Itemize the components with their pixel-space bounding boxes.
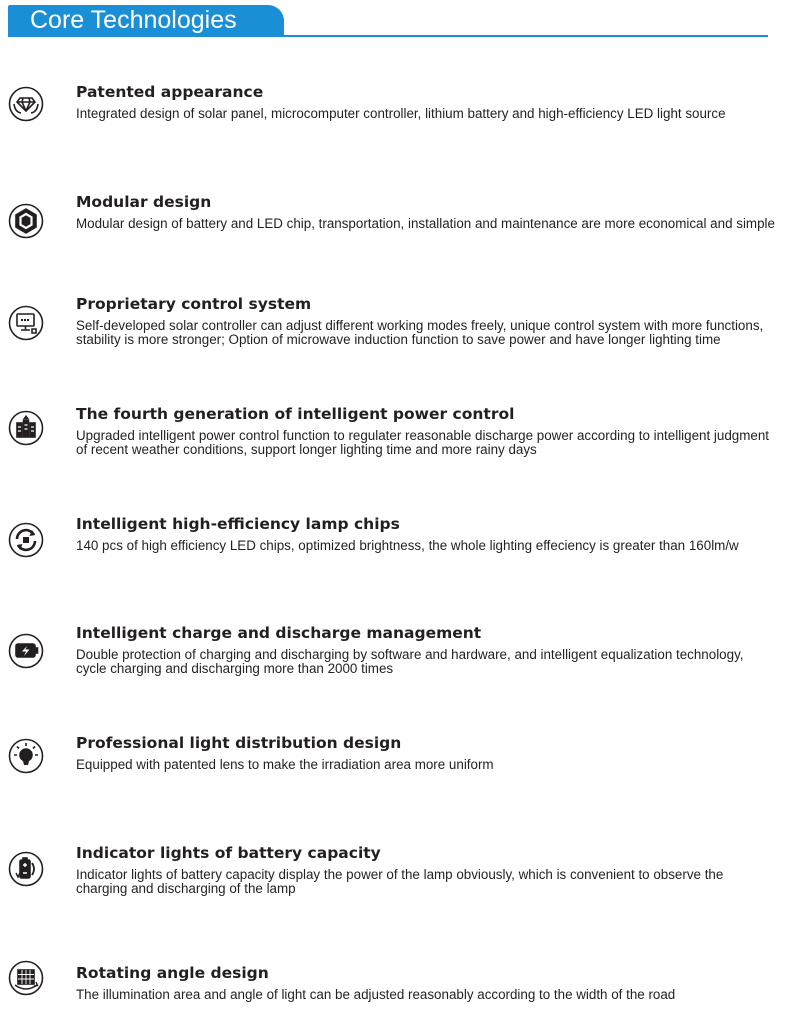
feature-description: The illumination area and angle of light can be adjusted reasonably according to the width of the road — [76, 987, 676, 1002]
feature-title: Intelligent high-efficiency lamp chips — [76, 515, 400, 533]
diamond-hands-icon — [8, 86, 44, 122]
light-bulb-icon — [8, 738, 44, 774]
feature-title: Rotating angle design — [76, 964, 269, 982]
control-monitor-icon — [8, 305, 44, 341]
battery-charge-icon — [8, 633, 44, 669]
recycle-chip-icon — [8, 522, 44, 558]
solar-panel-rotate-icon — [8, 960, 44, 996]
section-header — [8, 5, 768, 37]
feature-title: Intelligent charge and discharge management — [76, 624, 482, 642]
battery-indicator-icon — [8, 851, 44, 887]
feature-description: Equipped with patented lens to make the irradiation area more uniform — [76, 757, 494, 772]
feature-title: Patented appearance — [76, 83, 264, 101]
header-divider — [8, 35, 768, 37]
feature-description: Upgraded intelligent power control function to regulater reasonable discharge power according to intelligent judgment of recent weather conditions, support longer lighting time and more rainy days — [76, 428, 770, 457]
feature-title: Professional light distribution design — [76, 734, 402, 752]
section-title: Core Technologies — [30, 6, 237, 34]
feature-description: Double protection of charging and discharging by software and hardware, and intelligent equalization technology, cycle charging and discharging more than 2000 times — [76, 647, 744, 676]
feature-description: Modular design of battery and LED chip, transportation, installation and maintenance are more economical and simple — [76, 216, 775, 231]
feature-title: Proprietary control system — [76, 295, 312, 313]
power-bars-icon — [8, 410, 44, 446]
feature-description: 140 pcs of high efficiency LED chips, optimized brightness, the whole lighting effeciency is greater than 160lm/w — [76, 538, 739, 553]
feature-title: The fourth generation of intelligent power control — [76, 405, 515, 423]
feature-title: Indicator lights of battery capacity — [76, 844, 381, 862]
feature-title: Modular design — [76, 193, 212, 211]
hexagon-module-icon — [8, 203, 44, 239]
feature-description: Indicator lights of battery capacity display the power of the lamp obviously, which is convenient to observe the charging and discharging of the lamp — [76, 867, 724, 896]
feature-description: Self-developed solar controller can adjust different working modes freely, unique control system with more functions, stability is more stronger; Option of microwave induction function to save power and have longer lighting time — [76, 318, 764, 347]
feature-description: Integrated design of solar panel, microcomputer controller, lithium battery and high-efficiency LED light source — [76, 106, 726, 121]
section-header-tab — [8, 5, 284, 35]
